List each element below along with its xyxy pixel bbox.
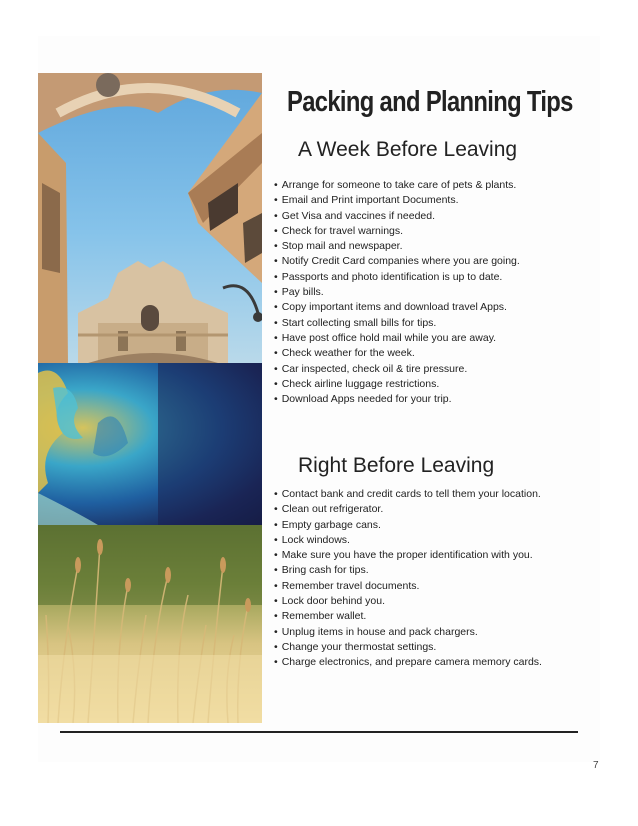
bottom-divider bbox=[60, 731, 578, 733]
list-item: • Clean out refrigerator. bbox=[274, 502, 542, 517]
right-before-list bbox=[274, 487, 542, 671]
list-item: • Contact bank and credit cards to tell them your location. bbox=[274, 487, 542, 502]
list-item: • Have post office hold mail while you are away. bbox=[274, 331, 520, 346]
photo-column bbox=[38, 73, 262, 723]
list-item: • Bring cash for tips. bbox=[274, 563, 542, 578]
list-item: • Copy important items and download travel Apps. bbox=[274, 300, 520, 315]
list-item: • Arrange for someone to take care of pets & plants. bbox=[274, 178, 520, 193]
list-item: • Make sure you have the proper identification with you. bbox=[274, 548, 542, 563]
list-item: • Pay bills. bbox=[274, 285, 520, 300]
list-item: • Check for travel warnings. bbox=[274, 224, 520, 239]
list-item: • Check airline luggage restrictions. bbox=[274, 377, 520, 392]
list-item: • Stop mail and newspaper. bbox=[274, 239, 520, 254]
list-item: • Empty garbage cans. bbox=[274, 518, 542, 533]
list-item: • Check weather for the week. bbox=[274, 346, 520, 361]
list-item: • Car inspected, check oil & tire pressure. bbox=[274, 362, 520, 377]
church-facade-photo bbox=[38, 73, 262, 363]
list-item: • Download Apps needed for your trip. bbox=[274, 392, 520, 407]
list-item: • Remember wallet. bbox=[274, 609, 542, 624]
page-title: Packing and Planning Tips bbox=[287, 86, 573, 118]
list-item: • Remember travel documents. bbox=[274, 579, 542, 594]
section-heading-right-before: Right Before Leaving bbox=[298, 454, 495, 477]
week-before-list bbox=[274, 178, 520, 407]
list-item: • Email and Print important Documents. bbox=[274, 193, 520, 208]
list-item: • Charge electronics, and prepare camera memory cards. bbox=[274, 655, 542, 670]
list-item: • Start collecting small bills for tips. bbox=[274, 316, 520, 331]
list-item: • Lock door behind you. bbox=[274, 594, 542, 609]
list-item: • Lock windows. bbox=[274, 533, 542, 548]
page-number: 7 bbox=[593, 760, 599, 771]
ocean-aerial-photo bbox=[38, 363, 262, 525]
list-item: • Unplug items in house and pack chargers. bbox=[274, 625, 542, 640]
list-item: • Change your thermostat settings. bbox=[274, 640, 542, 655]
wild-grass-photo bbox=[38, 525, 262, 723]
list-item: • Get Visa and vaccines if needed. bbox=[274, 209, 520, 224]
list-item: • Notify Credit Card companies where you are going. bbox=[274, 254, 520, 269]
list-item: • Passports and photo identification is up to date. bbox=[274, 270, 520, 285]
section-heading-week-before: A Week Before Leaving bbox=[298, 138, 518, 161]
